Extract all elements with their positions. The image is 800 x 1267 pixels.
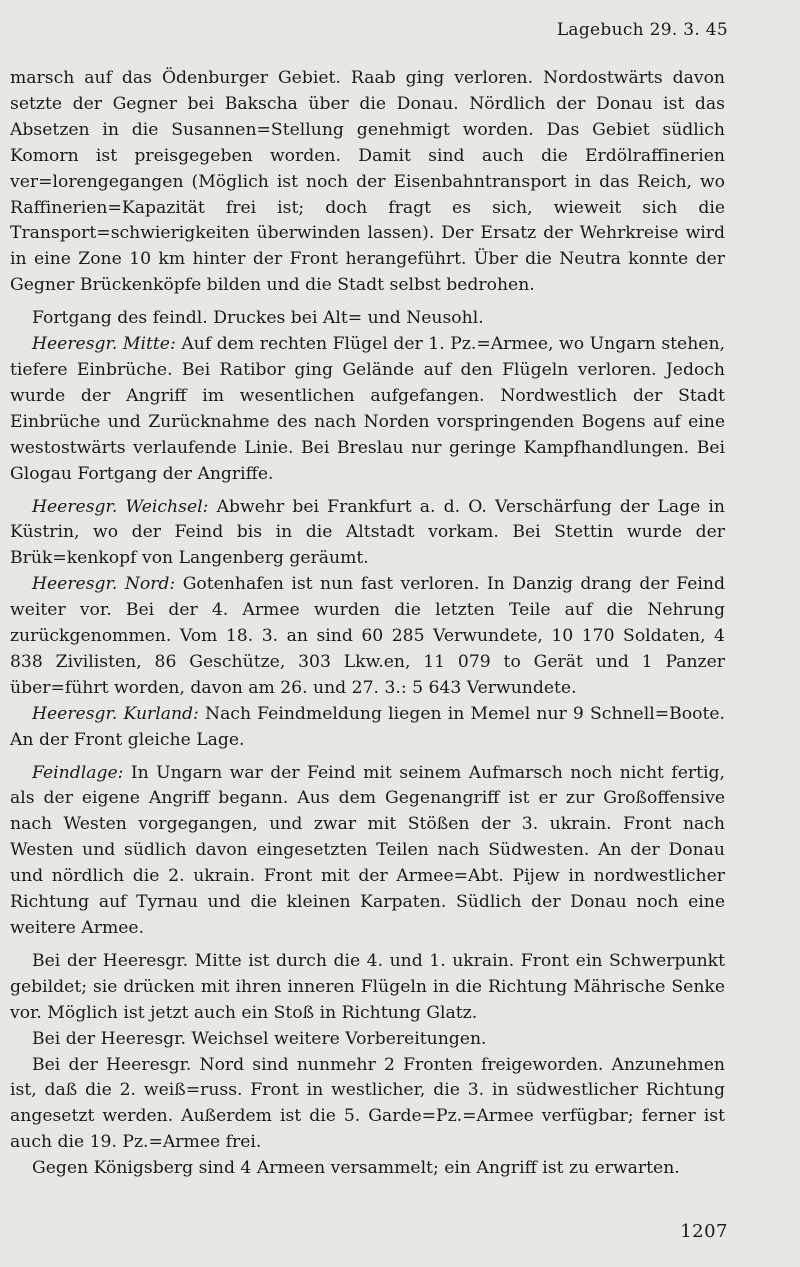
paragraph-text: Abwehr bei Frankfurt a. d. O. Verschärfung der Lage in Küstrin, wo der Feind bis in die Altstadt vorkam. Bei Stettin wurde der Brük=kenkopf von Langenberg geräumt. [10,496,725,569]
paragraph-text: marsch auf das Ödenburger Gebiet. Raab ging verloren. Nordostwärts davon setzte der Gegner bei Bakscha über die Donau. Nördlich der Donau ist das Absetzen in die Susannen=Stellung genehmigt worden. Das Gebiet südlich Komorn ist preisgegeben worden. Damit sind auch die Erdölraffinerien ver=lorengegangen (Möglich ist noch der Eisenbahntransport in das Reich, wo Raffinerien=Kapazität frei ist; doch fragt es sich, wieweit sich die Transport=schwierigkeiten überwinden lassen). Der Ersatz der Wehrkreise wird in eine Zone 10 km hinter der Front herangeführt. Über die Neutra konnte der Gegner Brückenköpfe bilden und die Stadt selbst bedrohen. [10,68,725,296]
paragraph-text: Fortgang des feindl. Druckes bei Alt= und Neusohl. [32,308,484,329]
paragraph [10,66,725,299]
body-text [10,66,725,1182]
section-label: Heeresgr. Kurland: [32,703,199,724]
paragraph-text: Bei der Heeresgr. Nord sind nunmehr 2 Fronten freigeworden. Anzunehmen ist, daß die 2. weiß=russ. Front in westlicher, die 3. in südwestlicher Richtung angesetzt werden. Außerdem ist die 5. Garde=Pz.=Armee verfügbar; ferner ist auch die 19. Pz.=Armee frei. [10,1054,725,1153]
paragraph [10,1027,725,1053]
paragraph [10,1156,725,1182]
page-number: 1207 [680,1221,728,1242]
paragraph [10,761,725,942]
section-label: Heeresgr. Nord: [32,574,176,595]
paragraph-text: Auf dem rechten Flügel der 1. Pz.=Armee, wo Ungarn stehen, tiefere Einbrüche. Bei Ratibor ging Gelände auf den Flügeln verloren. Jedoch wurde der Angriff im wesentlichen aufgefangen. Nordwestlich der Stadt Einbrüche und Zurücknahme des nach Norden vorspringenden Bogens auf eine westostwärts verlaufende Linie. Bei Breslau nur geringe Kampfhandlungen. Bei Glogau Fortgang der Angriffe. [10,334,726,484]
running-head: Lagebuch 29. 3. 45 [556,20,728,40]
paragraph-text: Gotenhafen ist nun fast verloren. In Danzig drang der Feind weiter vor. Bei der 4. Armee wurden die letzten Teile auf die Nehrung zurückgenommen. Vom 18. 3. an sind 60 285 Verwundete, 10 170 Soldaten, 4 838 Zivilisten, 86 Geschütze, 303 Lkw.en, 11 079 to Gerät und 1 Panzer über=führt worden, davon am 26. und 27. 3.: 5 643 Verwundete. [10,574,725,698]
paragraph [10,332,725,487]
paragraph-text: Bei der Heeresgr. Mitte ist durch die 4. und 1. ukrain. Front ein Schwerpunkt gebildet; sie drücken mit ihren inneren Flügeln in die Richtung Mährische Senke vor. Möglich ist jetzt auch ein Stoß in Richtung Glatz. [10,950,725,1023]
section-label: Heeresgr. Mitte: [32,334,176,355]
paragraph-text: Nach Feindmeldung liegen in Memel nur 9 Schnell=Boote. An der Front gleiche Lage. [10,703,725,750]
paragraph [10,572,725,702]
paragraph [10,306,725,332]
paragraph-text: Bei der Heeresgr. Weichsel weitere Vorbereitungen. [32,1028,487,1049]
paragraph-text: Gegen Königsberg sind 4 Armeen versammelt; ein Angriff ist zu erwarten. [32,1158,680,1179]
paragraph-text: In Ungarn war der Feind mit seinem Aufmarsch noch nicht fertig, als der eigene Angriff begann. Aus dem Gegenangriff ist er zur Großoffensive nach Westen vorgegangen, und zwar mit Stößen der 3. ukrain. Front nach Westen und südlich davon eingesetzten Teilen nach Südwesten. An der Donau und nördlich die 2. ukrain. Front mit der Armee=Abt. Pijew in nordwestlicher Richtung auf Tyrnau und die kleinen Karpaten. Südlich der Donau noch eine weitere Armee. [10,762,725,938]
paragraph [10,702,725,754]
paragraph [10,495,725,573]
section-label: Feindlage: [32,762,124,783]
section-label: Heeresgr. Weichsel: [32,496,209,517]
paragraph [10,1053,725,1157]
paragraph [10,949,725,1027]
